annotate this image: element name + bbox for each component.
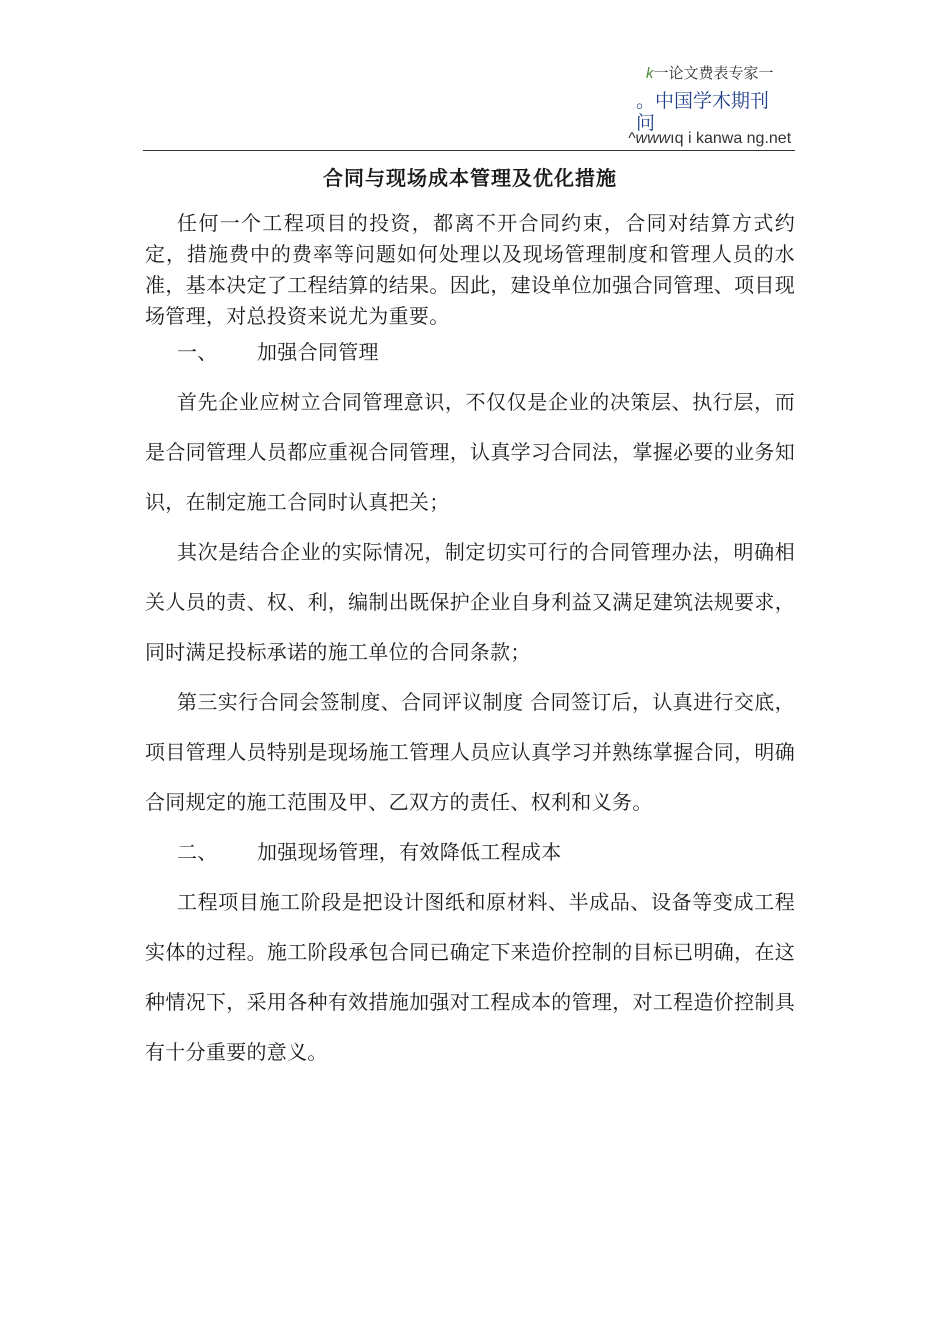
section2-paragraph-1: 工程项目施工阶段是把设计图纸和原材料、半成品、设备等变成工程实体的过程。施工阶段承包合同已确定下来造价控制的目标已明确，在这种情况下，采用各种有效措施加强对工程成本的管理，对工程造价控制具有十分重要的意义。 (145, 890, 795, 1064)
section-title-1: 加强合同管理 (257, 340, 379, 364)
header-brand-line2: 问 (636, 113, 656, 134)
section-number-1: 一、 (177, 340, 218, 364)
header-tagline-text: 一论文费表专家一 (653, 65, 774, 82)
header-url-prefix: ^www (628, 130, 671, 147)
page-header (0, 0, 950, 160)
header-url-domain: ıq i kanwa ng.net (670, 130, 792, 147)
section1-paragraph-1: 首先企业应树立合同管理意识，不仅仅是企业的决策层、执行层，而是合同管理人员都应重视合同管理，认真学习合同法，掌握必要的业务知识，在制定施工合同时认真把关； (145, 390, 795, 514)
section-heading-2 (145, 827, 795, 877)
header-url (628, 130, 791, 148)
section1-paragraph-2: 其次是结合企业的实际情况，制定切实可行的合同管理办法，明确相关人员的责、权、利，编制出既保护企业自身利益又满足建筑法规要求，同时满足投标承诺的施工单位的合同条款； (145, 540, 795, 664)
section-heading-1 (145, 327, 795, 377)
section-number-2: 二、 (177, 840, 218, 864)
section-title-2: 加强现场管理，有效降低工程成本 (257, 840, 562, 864)
header-logo-letter: k (646, 65, 654, 82)
header-tagline (646, 62, 774, 83)
intro-paragraph: 任何一个工程项目的投资，都离不开合同约束，合同对结算方式约定，措施费中的费率等问题如何处理以及现场管理制度和管理人员的水准，基本决定了工程结算的结果。因此，建设单位加强合同管理、项目现场管理，对总投资来说尤为重要。 (145, 211, 795, 328)
document-body (145, 327, 795, 1077)
header-brand-line1: 。中国学木期刊 (636, 91, 770, 112)
document-title: 合同与现场成本管理及优化措施 (323, 166, 617, 190)
header-divider (143, 150, 795, 151)
section1-paragraph-3: 第三实行合同会签制度、合同评议制度 合同签订后，认真进行交底，项目管理人员特别是现场施工管理人员应认真学习并熟练掌握合同，明确合同规定的施工范围及甲、乙双方的责任、权利和义务。 (145, 690, 795, 814)
